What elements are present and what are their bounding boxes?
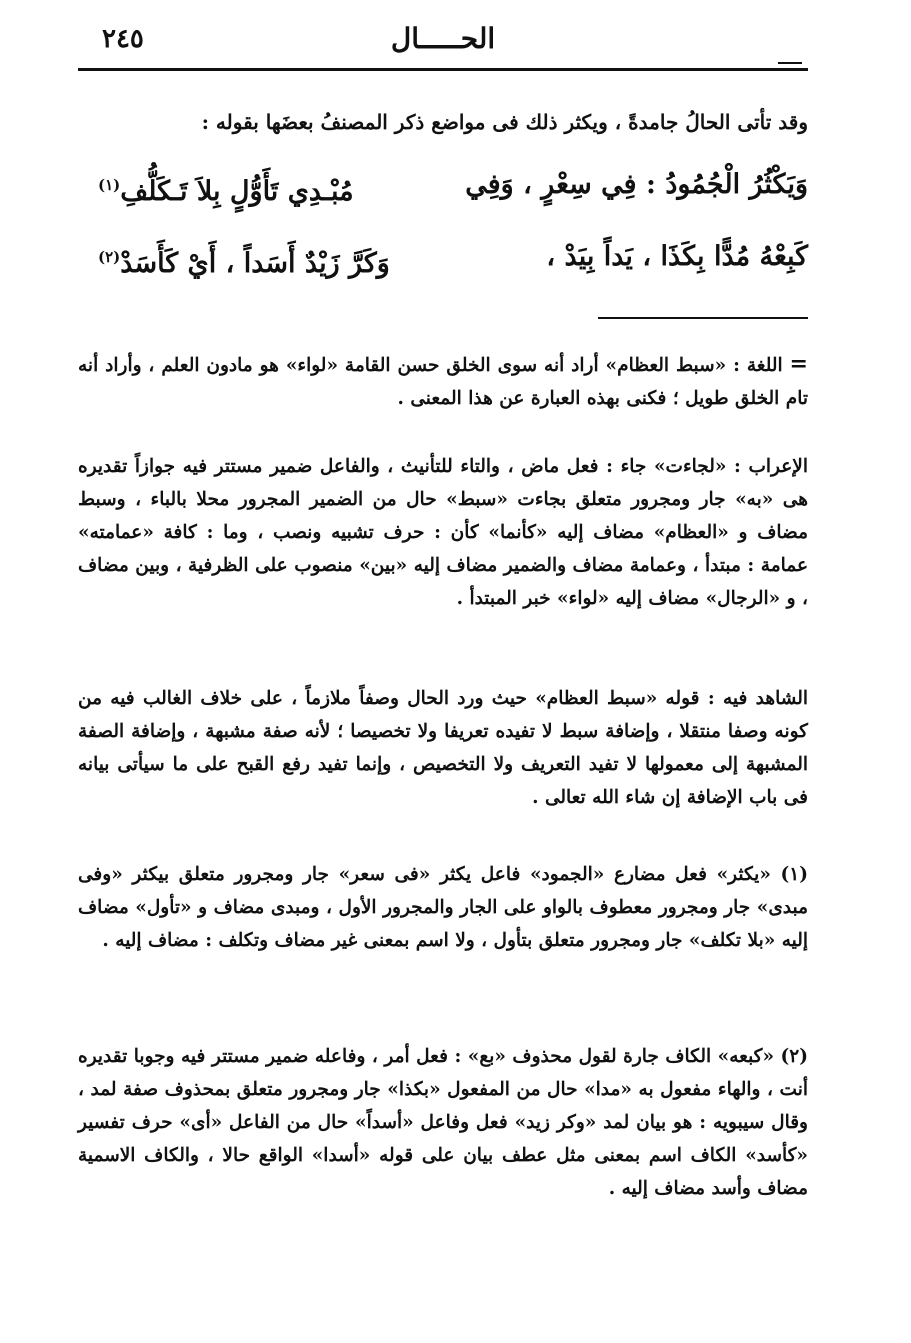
footnote-marker-2: (٢) xyxy=(98,248,121,266)
notes-separator-rule xyxy=(598,317,808,319)
note-shahid: الشاهد فيه : قوله «سبط العظام» حيث ورد الحال وصفاً ملازماً ، على خلاف الغالب فيه من كونه وصفا منتقلا ، وإضافة سبط لا تفيده تعريفا ولا تخصيصا ؛ لأنه صفة مشبهة ، وإضافة الصفة المشبهة إلى معمولها لا تفيد التعريف ولا التخصيص ، وإنما تفيد رفع القبح على ما سيأتى بيانه فى باب الإضافة إن شاء الله تعالى . xyxy=(78,688,808,808)
page-number: ٢٤٥ xyxy=(102,24,144,54)
verse-2 xyxy=(98,232,808,282)
note-lugha xyxy=(78,348,808,415)
note-lugha-text: اللغة : «سبط العظام» أراد أنه سوى الخلق حسن القامة «لواء» هو مادون العلم ، وأراد أنه تام الخلق طويل ؛ فكنى بهذه العبارة عن هذا المعنى . xyxy=(78,355,808,409)
footnote-2: (٢) «كبعه» الكاف جارة لقول محذوف «بع» : فعل أمر ، وفاعله ضمير مستتر فيه وجوبا تقديره أنت ، والهاء مفعول به «مدا» حال من المفعول «بكذا» جار ومجرور متعلق بمحذوف صفة لمد ، وقال سيبويه : هو بيان لمد «وكر زيد» فعل وفاعل «أسداً» حال من الفاعل «أى» حرف تفسير «كأسد» الكاف اسم بمعنى مثل عطف بيان على قوله «أسدا» الواقع حالا ، والكاف الاسمية مضاف وأسد مضاف إليه . xyxy=(78,1046,808,1199)
footnote-1: (١) «يكثر» فعل مضارع «الجمود» فاعل يكثر «فى سعر» جار ومجرور متعلق بيكثر «وفى مبدى» جار ومجرور معطوف بالواو على الجار والمجرور الأول ، ومبدى مضاف و «تأول» مضاف إليه «بلا تكلف» جار ومجرور متعلق بتأول ، ولا اسم بمعنى غير مضاف وتكلف : مضاف إليه . xyxy=(78,864,808,951)
verse-2-second-hemistich xyxy=(98,232,390,289)
page-header xyxy=(78,14,808,70)
verse-1-second-hemistich xyxy=(98,160,354,217)
header-rule-mark xyxy=(778,62,802,64)
verse-2-first-hemistich xyxy=(546,232,808,282)
footnote-marker-1: (١) xyxy=(98,176,121,194)
intro-line: وقد تأتى الحالُ جامدةً ، ويكثر ذلك فى مواضع ذكر المصنفُ بعضَها بقوله : xyxy=(201,110,808,134)
verse-1-first-text: وَيَكْثُرُ الْجُمُودُ : فِي سِعْرٍ ، وَفِي xyxy=(465,169,808,200)
note-irab: الإعراب : «لجاءت» جاء : فعل ماض ، والتاء للتأنيث ، والفاعل ضمير مستتر فيه جوازاً تقديره هى «به» جار ومجرور متعلق بجاءت «سبط» حال من الضمير المجرور محلا بالباء ، وسبط مضاف و «العظام» مضاف إليه «كأنما» كأن : حرف تشبيه ونصب ، وما : كافة «عمامته» عمامة : مبتدأ ، وعمامة مضاف والضمير مضاف إليه «بين» منصوب على الظرفية ، وبين مضاف ، و «الرجال» مضاف إليه «لواء» خبر المبتدأ . xyxy=(78,456,808,609)
verse-2-first-text: كَبِعْهُ مُدًّا بِكَذَا ، يَداً بِيَدْ ، xyxy=(546,241,808,272)
header-rule xyxy=(78,68,808,71)
verse-2-second-text: وَكَرَّ زَيْدٌ أَسَداً ، أَيْ كَأَسَدْ xyxy=(120,248,390,279)
verse-1-first-hemistich xyxy=(465,160,808,210)
page-title: الحـــــال xyxy=(390,22,496,55)
verse-1-second-text: مُبْـدِي تَأَوُّلٍ بِلاَ تَـكَلُّفِ xyxy=(120,176,354,207)
continuation-mark: = xyxy=(789,351,808,377)
verse-1 xyxy=(98,160,808,210)
